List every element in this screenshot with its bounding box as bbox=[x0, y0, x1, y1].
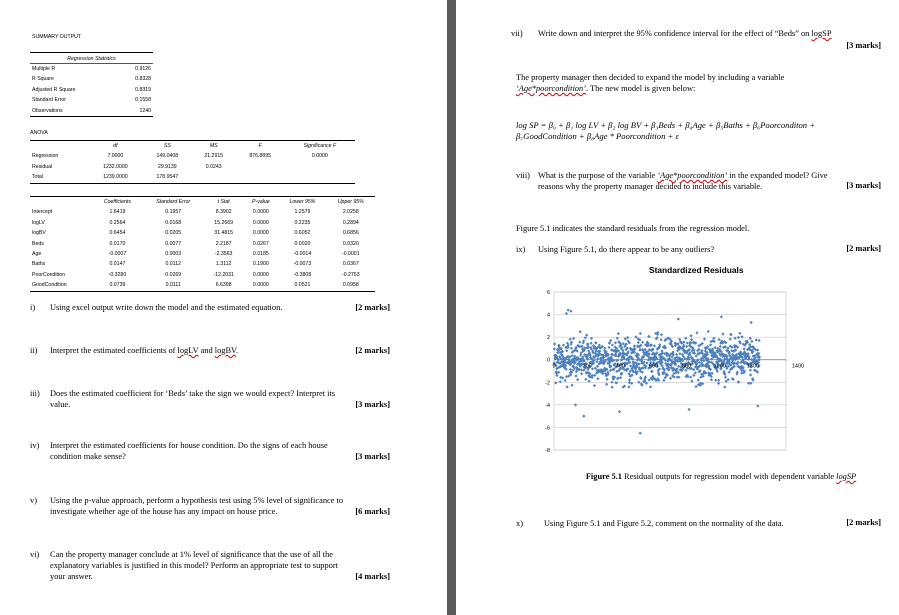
anova-cell bbox=[236, 162, 285, 172]
x-tick-label: 0 bbox=[552, 363, 556, 370]
coef-row bbox=[30, 228, 375, 238]
anova-cell: 1239.0000 bbox=[103, 174, 128, 181]
question-3: iii) Does the estimated coefficient for ‘Beds’ take the sign we would expect? Interpret its value. [3 marks] bbox=[30, 389, 390, 409]
anova-cell: 7.0000 bbox=[107, 153, 124, 160]
coef-cell: 0.0020 bbox=[294, 240, 311, 247]
coef-cell: 0.1900 bbox=[252, 261, 269, 268]
coef-cell: 0.0000 bbox=[252, 230, 269, 237]
reg-stat-label: Multiple R bbox=[32, 66, 56, 72]
reg-stat-row bbox=[30, 106, 153, 116]
y-tick-label: -8 bbox=[545, 448, 550, 454]
question-1-text: Using excel output write down the model and the estimated equation. bbox=[50, 303, 283, 312]
anova-cell: 21.2915 bbox=[204, 153, 224, 160]
anova-cell: Total bbox=[32, 174, 43, 181]
summary-title: SUMMARY OUTPUT bbox=[32, 34, 82, 40]
chart-title: Standardized Residuals bbox=[649, 265, 744, 275]
coef-row bbox=[30, 270, 375, 280]
anova-cell: 178.9547 bbox=[156, 174, 179, 181]
regression-statistics bbox=[30, 52, 153, 117]
y-tick-label: 6 bbox=[546, 290, 550, 296]
reg-stat-row bbox=[30, 64, 153, 74]
reg-stats-table bbox=[30, 64, 153, 116]
x-tick-label: 400 bbox=[615, 363, 625, 370]
question-4: iv) Interpret the estimated coefficients for house condition. Do the signs of each house condition make sense? [3 marks] bbox=[30, 441, 390, 461]
coef-cell: 0.0739 bbox=[109, 282, 126, 289]
x-tick-label: 1000 bbox=[713, 363, 726, 370]
coef-cell: 1.2579 bbox=[294, 209, 311, 216]
coef-cell: -0.0001 bbox=[341, 251, 360, 258]
expanded-model-intro: The property manager then decided to expand the model by including a variable ‘Age*poorcondition’. The new model is given below: bbox=[516, 73, 785, 93]
coef-cell: 0.0367 bbox=[342, 261, 359, 268]
anova-cell: 0.0243 bbox=[205, 163, 222, 170]
coef-header bbox=[30, 197, 92, 207]
reg-stat-row bbox=[30, 74, 153, 84]
question-7: vii) Write down and interpret the 95% confidence interval for the effect of “Beds” on logSP bbox=[511, 29, 832, 38]
coef-cell: 0.0147 bbox=[109, 261, 126, 268]
anova-cell: 149.0408 bbox=[156, 153, 179, 160]
y-tick-label: 4 bbox=[546, 312, 550, 319]
coef-cell: 0.6052 bbox=[294, 230, 311, 237]
anova-cell bbox=[236, 172, 285, 182]
question-1-marks: [2 marks] bbox=[355, 303, 390, 312]
coef-cell: PoorCondition bbox=[32, 271, 65, 278]
term-loglv: logLV bbox=[177, 346, 199, 355]
anova-cell: 0.0000 bbox=[311, 153, 328, 160]
coef-row bbox=[30, 280, 375, 290]
plot-area bbox=[554, 292, 786, 450]
coef-header: Lower 95% bbox=[289, 199, 316, 205]
reg-stat-value: 0.8319 bbox=[135, 86, 151, 93]
coef-cell: GoodCondition bbox=[32, 282, 67, 289]
x-tick-label: 800 bbox=[681, 363, 692, 370]
reg-stat-label: Observations bbox=[32, 107, 63, 114]
reg-stat-value: 0.1558 bbox=[135, 97, 151, 104]
coef-cell: 0.0320 bbox=[342, 240, 359, 247]
question-2: ii) Interpret the estimated coefficients of logLV and logBV. [2 marks] bbox=[30, 346, 390, 355]
coef-cell: 6.6398 bbox=[215, 282, 232, 289]
anova-table bbox=[30, 141, 355, 183]
coef-row bbox=[30, 259, 375, 269]
question-4-marks: [3 marks] bbox=[355, 452, 390, 461]
coef-cell: -12.2031 bbox=[213, 271, 234, 278]
right-page bbox=[456, 0, 899, 615]
y-tick-label: 0 bbox=[546, 357, 550, 364]
coef-cell: 1.6419 bbox=[109, 209, 126, 216]
question-8-marks: [3 marks] bbox=[846, 181, 881, 190]
coef-row bbox=[30, 218, 375, 228]
question-3-marks: [3 marks] bbox=[355, 400, 390, 409]
anova-cell bbox=[285, 172, 355, 182]
anova-header bbox=[30, 141, 88, 151]
question-10-marks: [2 marks] bbox=[846, 518, 881, 527]
y-tick-label: -6 bbox=[545, 425, 550, 432]
coef-cell: -0.3280 bbox=[108, 271, 127, 278]
coef-row bbox=[30, 239, 375, 249]
coef-cell: 0.0170 bbox=[109, 240, 126, 247]
reg-stat-row bbox=[30, 95, 153, 105]
term-logbv: logBV bbox=[214, 346, 237, 355]
coef-cell: 0.2894 bbox=[342, 219, 359, 226]
coef-cell: logBV bbox=[32, 230, 46, 237]
question-5-marks: [6 marks] bbox=[355, 507, 390, 516]
anova-table-wrap bbox=[30, 140, 355, 184]
coef-cell: 0.0000 bbox=[252, 209, 269, 216]
coef-cell: 0.0521 bbox=[294, 282, 311, 289]
term-logsp: logSP bbox=[811, 29, 832, 38]
coef-cell: 0.0003 bbox=[165, 251, 182, 258]
coef-cell: 8.3902 bbox=[215, 209, 232, 216]
coef-cell: 0.0112 bbox=[165, 261, 181, 268]
reg-stat-label: R Square bbox=[32, 76, 54, 83]
coef-cell: 0.0185 bbox=[252, 251, 269, 258]
coef-header: P-value bbox=[252, 199, 270, 205]
x-tick-label: 1400 bbox=[791, 363, 805, 370]
anova-header: F bbox=[258, 143, 262, 149]
y-tick-label: 2 bbox=[546, 335, 550, 342]
anova-cell: Regression bbox=[32, 153, 59, 160]
anova-header: Significance F bbox=[303, 143, 337, 149]
coef-cell: 0.0111 bbox=[165, 282, 181, 289]
coef-cell: Age bbox=[32, 251, 42, 258]
coef-cell: 0.6454 bbox=[109, 230, 126, 237]
coef-cell: 0.6856 bbox=[342, 230, 359, 237]
coef-cell: 15.2669 bbox=[214, 219, 234, 226]
coef-row bbox=[30, 207, 375, 217]
coef-cell: 31.4815 bbox=[214, 230, 234, 237]
anova-header: SS bbox=[163, 143, 171, 149]
coef-cell: Baths bbox=[32, 261, 46, 268]
anova-cell: 876.8895 bbox=[249, 153, 271, 160]
question-8: viii) What is the purpose of the variable ‘Age*poorcondition’ in the expanded model? Give reasons why the property manager decided to include this variable. bbox=[516, 171, 828, 191]
anova-row bbox=[30, 172, 355, 182]
coef-cell: logLV bbox=[32, 219, 45, 226]
coef-cell: 0.0205 bbox=[165, 230, 182, 237]
coef-cell: -0.2753 bbox=[341, 271, 360, 278]
coef-header: Coefficients bbox=[103, 199, 131, 205]
anova-cell bbox=[192, 172, 236, 182]
coef-header: Standard Error bbox=[156, 199, 191, 205]
coef-cell: 2.0258 bbox=[342, 209, 359, 216]
coef-cell: Intercept bbox=[32, 209, 53, 216]
question-9-marks: [2 marks] bbox=[846, 244, 881, 253]
coef-cell: 0.0077 bbox=[165, 240, 182, 247]
question-6-marks: [4 marks] bbox=[355, 572, 390, 581]
anova-row bbox=[30, 151, 355, 161]
coef-header: t Stat bbox=[217, 199, 230, 205]
reg-stat-value: 0.9126 bbox=[135, 66, 151, 72]
coef-cell: 1.3112 bbox=[215, 261, 232, 268]
coef-row bbox=[30, 249, 375, 259]
coefficients-table-wrap bbox=[30, 196, 375, 292]
anova-header: df bbox=[113, 143, 118, 149]
anova-title: ANOVA bbox=[30, 130, 48, 136]
figure-intro: Figure 5.1 indicates the standard residuals from the regression model. bbox=[516, 224, 750, 233]
reg-stat-label: Adjusted R Square bbox=[32, 86, 76, 93]
coef-cell: 0.1957 bbox=[165, 209, 182, 216]
anova-row bbox=[30, 162, 355, 172]
coef-cell: 0.0000 bbox=[252, 219, 269, 226]
figure-caption: Figure 5.1 Residual outputs for regression model with dependent variable logSP bbox=[585, 472, 857, 481]
coef-cell: -0.0007 bbox=[108, 251, 127, 258]
anova-cell bbox=[285, 162, 355, 172]
anova-cell: 29.9139 bbox=[157, 163, 177, 170]
reg-stat-value: 0.8328 bbox=[135, 76, 151, 83]
question-1: i) Using excel output write down the model and the estimated equation. [2 marks] bbox=[30, 303, 390, 312]
coef-cell: 0.0958 bbox=[342, 282, 359, 289]
coef-cell: -0.3808 bbox=[293, 271, 312, 278]
question-9: ix) Using Figure 5.1, do there appear to be any outliers? bbox=[516, 245, 715, 254]
coef-cell: -2.3563 bbox=[214, 251, 233, 258]
coef-cell: 2.2187 bbox=[215, 240, 232, 247]
reg-stats-title: Regression Statistics bbox=[67, 56, 116, 62]
reg-stat-label: Standard Error bbox=[32, 97, 67, 104]
reg-stat-value: 1240 bbox=[139, 107, 151, 114]
question-7-marks: [3 marks] bbox=[846, 41, 881, 50]
question-10: x) Using Figure 5.1 and Figure 5.2, comment on the normality of the data. bbox=[516, 519, 784, 528]
coef-cell: 0.0269 bbox=[165, 271, 182, 278]
anova-header: MS bbox=[209, 143, 218, 149]
y-tick-label: -2 bbox=[545, 380, 550, 387]
question-5: v) Using the p-value approach, perform a hypothesis test using 5% level of significance to investigate whether age of the house has any impact on house price. [6 marks] bbox=[30, 496, 390, 516]
x-tick-label: 200 bbox=[582, 363, 592, 370]
x-tick-label: 1200 bbox=[746, 363, 759, 370]
standardized-residuals-chart bbox=[542, 286, 832, 456]
coef-cell: 0.2564 bbox=[109, 219, 126, 226]
coefficients-table bbox=[30, 197, 375, 291]
y-tick-label: -4 bbox=[545, 402, 550, 409]
x-tick-label: 600 bbox=[648, 363, 659, 370]
left-page bbox=[0, 0, 447, 615]
coef-cell: Beds bbox=[32, 240, 44, 247]
question-6: vi) Can the property manager conclude at 1% level of significance that the use of all the explanatory variables is justified in this model? Perform an appropriate test to support your answer. [4 marks] bbox=[30, 550, 390, 581]
coef-cell: 0.0000 bbox=[252, 271, 269, 278]
question-2-marks: [2 marks] bbox=[355, 346, 390, 355]
coef-cell: 0.0267 bbox=[252, 240, 269, 247]
coef-cell: 0.0168 bbox=[165, 219, 182, 226]
anova-cell: 1232.0000 bbox=[103, 163, 128, 170]
reg-stat-row bbox=[30, 85, 153, 95]
coef-cell: 0.0000 bbox=[252, 282, 269, 289]
coef-cell: 0.2235 bbox=[294, 219, 311, 226]
coef-cell: -0.0073 bbox=[293, 261, 312, 268]
expanded-model-equation: log SP = β₀ + β₁ log LV + β₂ log BV + β₃Beds + β₄Age + β₅Baths + β₆Poorconditon + β₇GoodCondition + β₈Age * Poorcondition + ε bbox=[516, 120, 816, 141]
coef-cell: -0.0014 bbox=[293, 251, 312, 258]
anova-cell: Residual bbox=[32, 163, 53, 170]
coef-header: Upper 95% bbox=[337, 199, 364, 205]
